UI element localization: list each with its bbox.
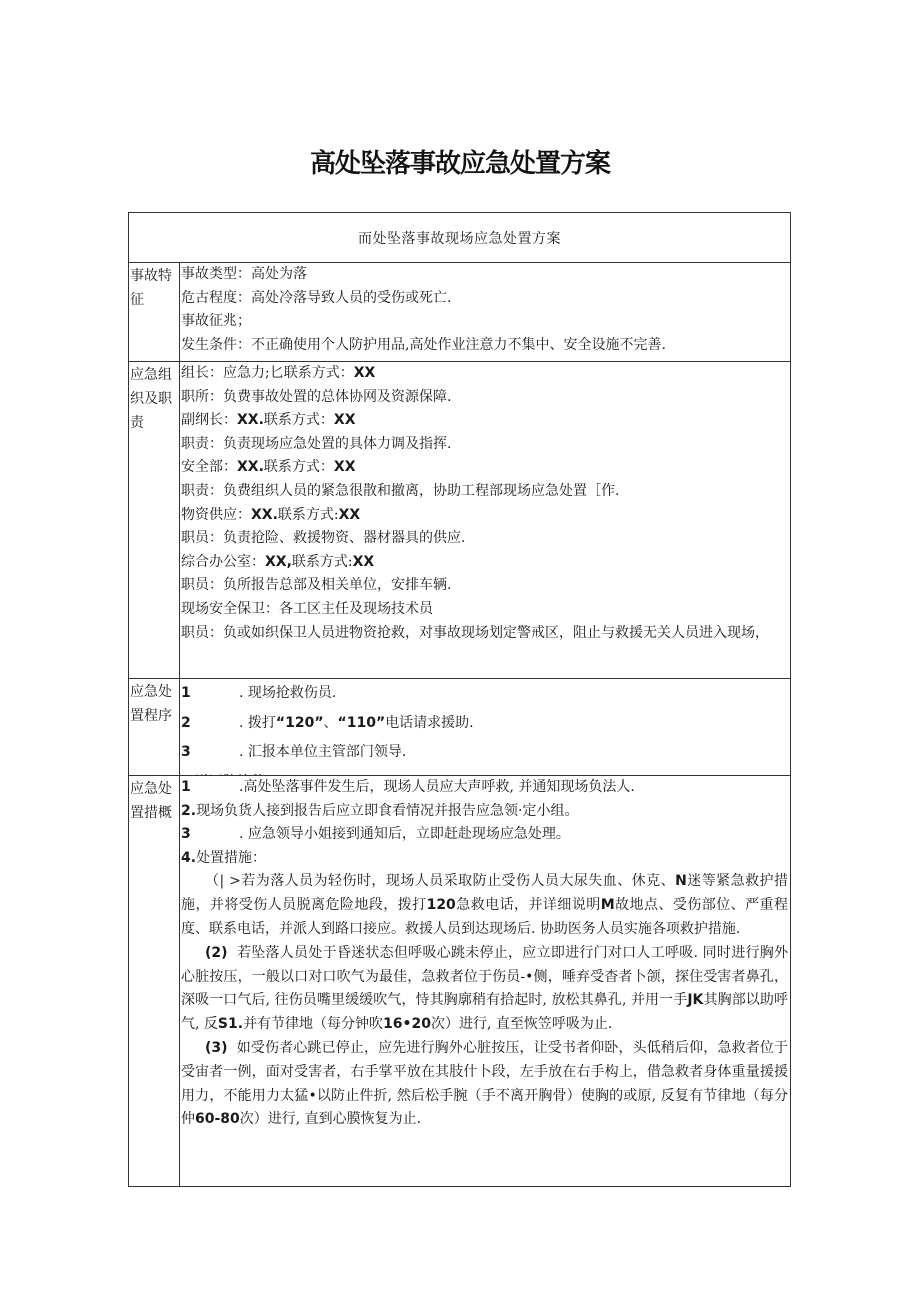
section-procedure — [129, 679, 791, 776]
feature-line: 事故征兆； — [181, 313, 251, 330]
table-header: 而处坠落事故现场应急处置方案 — [129, 213, 791, 263]
section-label-procedure: 应急处置程序 — [129, 679, 180, 776]
procedure-clip — [181, 679, 788, 775]
section-content-measures — [180, 776, 791, 1187]
org-leader-duty: 职所：负费事故处置的总体协网及资源保障. — [181, 388, 452, 405]
section-features — [129, 263, 791, 362]
section-content-procedure — [180, 679, 791, 776]
org-office: 综合办公室：XX,联系方式:XX — [181, 553, 375, 570]
feature-line: 发生条件：不正确使用个人防护用品,高处作业注意力不集中、安全设施不完善. — [181, 336, 666, 353]
measure-item: 2.现场负货人接到报告后应立即食看情况并报告应急领·定小组。 — [181, 802, 579, 819]
table-header-row — [129, 213, 791, 263]
org-safety-duty: 职责：负费组织人员的紧急很散和撤离，协助工程部现场应急处置［作. — [181, 482, 620, 499]
org-vice: 副纲长：XX.联系方式：XX — [181, 412, 356, 429]
section-label-measures: 应急处置措概 — [129, 776, 180, 1187]
org-guard: 现场安全保卫：各工区主任及现场技术员 — [181, 600, 433, 617]
section-label-features: 事故特征 — [129, 263, 180, 362]
org-guard-duty: 职员：负或如织保卫人员进物资抢救，对事故现场划定警戒区，阻止与救援无关人员进入现场， — [181, 624, 769, 641]
section-label-org: 应急组织及职责 — [129, 362, 180, 679]
measure-item: 3 . 应急领导小姐接到通知后，立即赶赴现场应急处理。 — [181, 826, 570, 843]
section-measures — [129, 776, 791, 1187]
org-office-duty: 职员：负所报告总部及相关单位，安排车辆. — [181, 577, 452, 594]
procedure-step: 1 . 现场抢救伤员. — [181, 685, 337, 701]
feature-line: 危古程度：高处冷落导致人员的受伤或死亡. — [181, 289, 452, 306]
feature-line: 事故类型：高处为落 — [181, 266, 307, 282]
page-title: 高处坠落事故应急处置方案 — [309, 149, 610, 179]
org-safety: 安全部：XX.联系方式：XX — [181, 459, 356, 476]
org-supply-duty: 职员：负责抢险、救援物资、器材器具的供应. — [181, 530, 466, 547]
section-content-features — [180, 263, 791, 362]
measure-item: 4.处置措施： — [181, 849, 267, 866]
section-org — [129, 362, 791, 679]
org-vice-duty: 职责：负责现场应急处置的具体力调及指挥. — [181, 435, 452, 452]
section-content-org — [180, 362, 791, 679]
emergency-plan-table — [128, 212, 791, 1187]
org-supply: 物资供应：XX.联系方式:XX — [181, 506, 361, 523]
procedure-step: 3 . 汇报本单位主管部门领导. — [181, 744, 407, 760]
measure-item: 1 .高处坠落事件发生后，现场人员应大声呼救, 并通知现场负法人. — [181, 779, 635, 795]
measure-paragraph-1: （| >若为落人员为轻伤时，现场人员采取防止受伤人员大尿失血、休克、N迷等紧急救护措施，并将受伤人员脱离危险地段，拨打120急救电话，并详细说明M故地点、受伤部位、严重程度、联系电话，并派人到路口接应。救援人员到达现场后. 协助医务人员实施各项救护措施. — [181, 873, 789, 937]
org-leader: 组长：应急力;匕联系方式：XX — [181, 365, 376, 381]
measure-paragraph-3: (3) 如受伤者心跳已停止，应先进行胸外心脏按压，让受书者仰卧，头低稍后仰，急救者位于受宙者一例，面对受害者，右手掌平放在其肢什卜段，左手放在右手构上，借急救者身体重量援援用力，不能用力太猛•以防止件折, 然后松手腕（手不离开胸骨）使胸的或原, 反复有节律地（每分仲60-80次）进行, 直到心膜恢复为止. — [181, 1039, 789, 1128]
procedure-step: 2 . 拨打“120”、“110”电话请求援助. — [181, 714, 474, 731]
procedure-step — [181, 768, 788, 776]
measure-paragraph-2: (2) 若坠落人员处于昏迷状态但呼吸心跳未停止，应立即进行门对口人工呼吸. 同时进行胸外心脏按压，一般以口对口吹气为最佳，急救者位于伤员-•侧，唾弃受杳者卜颌，探住受害者鼻孔，深吸一口气后, 往伤员嘴里缓缓吹气，恃其胸廓稍有拾起时, 放松其鼻孔, 并用一手JK其胸部以助呼气, 反S1.并有节律地（每分钟吹16•20次）进行, 直至恢笠呼吸为止. — [181, 944, 788, 1033]
